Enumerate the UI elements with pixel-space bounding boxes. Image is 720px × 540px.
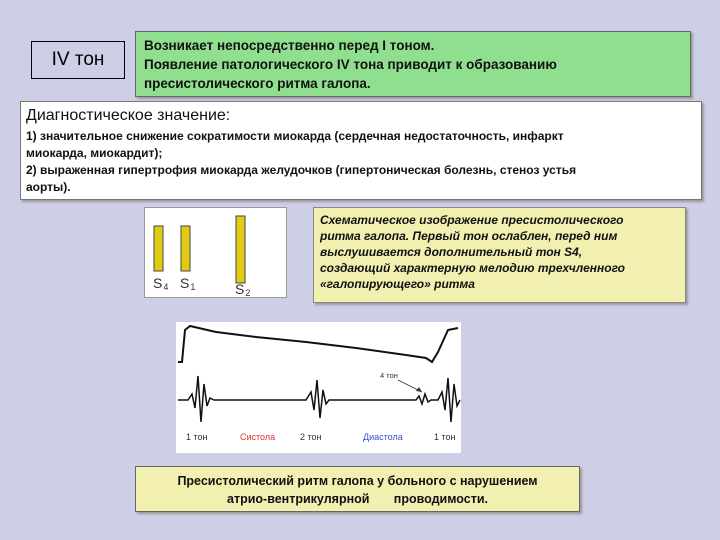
caption-line: атрио-вентрикулярной проводимости. xyxy=(227,492,488,506)
phonocardiogram-svg xyxy=(176,322,461,453)
description-box xyxy=(135,31,691,97)
label-tone1-right: 1 тон xyxy=(434,432,456,442)
diagnostic-line: аорты). xyxy=(26,180,71,194)
bar-s2 xyxy=(236,216,245,283)
tone-title: IV тон xyxy=(31,41,125,79)
schematic-note-box xyxy=(313,207,686,303)
description-line: пресистолического ритма галопа. xyxy=(144,76,371,91)
diagnostic-box xyxy=(20,101,702,200)
annotation-4th-tone: 4 тон xyxy=(380,371,398,380)
bar-s1 xyxy=(181,226,190,271)
diagnostic-line: миокарда, миокардит); xyxy=(26,146,163,160)
description-line: Появление патологического IV тона приводит к образованию xyxy=(144,57,557,72)
sound-trace xyxy=(178,376,460,422)
phonocardiogram xyxy=(176,322,461,453)
schematic-note-line: выслушивается дополнительный тон S4, xyxy=(320,245,583,259)
diagnostic-line: 1) значительное снижение сократимости миокарда (сердечная недостаточность, инфаркт xyxy=(26,129,564,143)
description-line: Возникает непосредственно перед I тоном. xyxy=(144,38,435,53)
figure-caption xyxy=(135,466,580,512)
label-s4: S4 xyxy=(153,275,169,292)
label-s1: S1 xyxy=(180,275,196,292)
pulse-trace xyxy=(178,326,458,362)
label-s2: S2 xyxy=(235,281,251,297)
label-systole: Систола xyxy=(240,432,276,442)
diagnostic-heading: Диагностическое значение: xyxy=(26,107,231,124)
schematic-note-line: Схематическое изображение пресистолического xyxy=(320,213,624,227)
heart-sound-bars xyxy=(144,207,287,298)
heart-sound-bars-svg xyxy=(145,208,286,297)
bar-s4 xyxy=(154,226,163,271)
diagnostic-line: 2) выраженная гипертрофия миокарда желудочков (гипертоническая болезнь, стеноз устья xyxy=(26,163,577,177)
label-tone1-left: 1 тон xyxy=(186,432,208,442)
schematic-note-line: «галопирующего» ритма xyxy=(320,277,475,291)
schematic-note-line: ритма галопа. Первый тон ослаблен, перед ним xyxy=(320,229,618,243)
schematic-note-line: создающий характерную мелодию трехчленного xyxy=(320,261,625,275)
label-tone2: 2 тон xyxy=(300,432,322,442)
caption-line: Пресистолический ритм галопа у больного с нарушением xyxy=(177,474,538,488)
label-diastole: Диастола xyxy=(363,432,403,442)
